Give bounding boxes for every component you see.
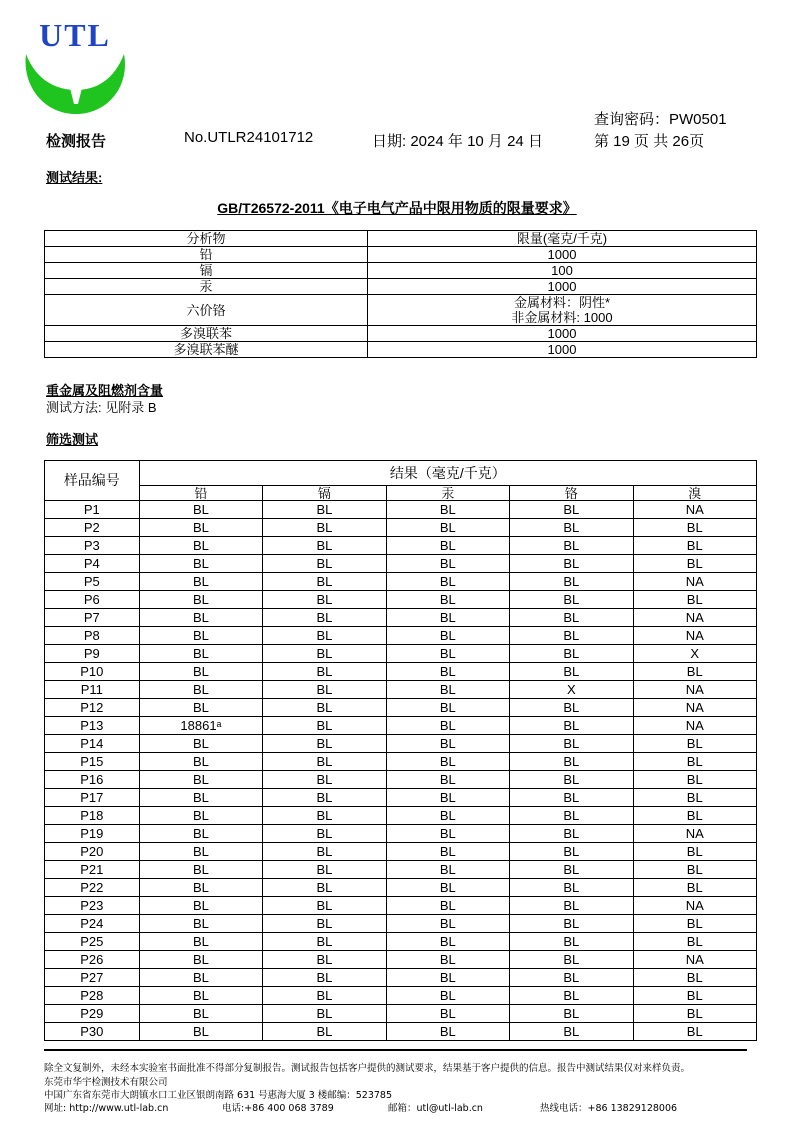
result-cell: BL <box>633 789 757 807</box>
result-cell: BL <box>386 501 509 519</box>
element-column-header: 铬 <box>510 486 633 501</box>
result-cell: BL <box>263 1023 386 1041</box>
result-cell: X <box>510 681 633 699</box>
table-row <box>45 771 757 789</box>
table-row <box>45 843 757 861</box>
page-indicator: 第 19 页 共 26页 <box>594 133 705 150</box>
result-cell: BL <box>263 879 386 897</box>
sample-id: P22 <box>45 879 140 897</box>
result-cell: BL <box>263 933 386 951</box>
standard-title: GB/T26572-2011《电子电气产品中限用物质的限量要求》 <box>217 200 577 216</box>
result-cell: BL <box>386 915 509 933</box>
element-column-header: 汞 <box>386 486 509 501</box>
table-row <box>45 933 757 951</box>
result-cell: BL <box>633 1023 757 1041</box>
sample-id: P6 <box>45 591 140 609</box>
result-cell: BL <box>139 915 263 933</box>
result-cell: BL <box>633 753 757 771</box>
result-cell: BL <box>263 519 386 537</box>
result-cell: BL <box>633 987 757 1005</box>
result-cell: BL <box>510 861 633 879</box>
limit-value: 1000 <box>368 279 757 295</box>
result-cell: BL <box>263 789 386 807</box>
result-cell: BL <box>510 663 633 681</box>
result-cell: BL <box>510 825 633 843</box>
table-row <box>45 1023 757 1041</box>
sample-id: P15 <box>45 753 140 771</box>
limit-value: 1000 <box>368 247 757 263</box>
result-cell: BL <box>139 681 263 699</box>
result-cell: BL <box>263 915 386 933</box>
table-row <box>45 1005 757 1023</box>
limit-value: 1000 <box>368 342 757 358</box>
result-cell: BL <box>263 717 386 735</box>
result-cell: BL <box>510 627 633 645</box>
result-cell: BL <box>633 591 757 609</box>
result-cell: BL <box>263 969 386 987</box>
result-cell: NA <box>633 699 757 717</box>
sample-id: P17 <box>45 789 140 807</box>
limits-table <box>44 230 757 358</box>
footer-website: 网址: http://www.utl-lab.cn <box>44 1103 169 1114</box>
result-cell: BL <box>386 825 509 843</box>
result-cell: BL <box>263 753 386 771</box>
result-cell: BL <box>386 519 509 537</box>
limit-value: 100 <box>368 263 757 279</box>
screening-table <box>44 460 757 1041</box>
result-cell: BL <box>386 951 509 969</box>
result-cell: BL <box>510 609 633 627</box>
result-cell: NA <box>633 825 757 843</box>
result-cell: BL <box>139 825 263 843</box>
sample-id: P9 <box>45 645 140 663</box>
result-cell: BL <box>139 987 263 1005</box>
sample-id: P23 <box>45 897 140 915</box>
sample-id: P28 <box>45 987 140 1005</box>
report-number: No.UTLR24101712 <box>184 129 314 146</box>
result-cell: BL <box>386 663 509 681</box>
result-cell: BL <box>633 537 757 555</box>
result-cell: BL <box>386 987 509 1005</box>
element-column-header: 铅 <box>139 486 263 501</box>
report-date: 日期: 2024 年 10 月 24 日 <box>372 133 543 150</box>
limit-row <box>45 326 757 342</box>
result-cell: BL <box>263 681 386 699</box>
result-cell: BL <box>510 753 633 771</box>
result-cell: BL <box>510 951 633 969</box>
sample-id: P27 <box>45 969 140 987</box>
result-cell: BL <box>633 969 757 987</box>
result-cell: BL <box>139 555 263 573</box>
result-cell: BL <box>510 807 633 825</box>
result-cell: NA <box>633 627 757 645</box>
sample-id: P24 <box>45 915 140 933</box>
table-row <box>45 591 757 609</box>
table-row <box>45 537 757 555</box>
result-cell: BL <box>263 663 386 681</box>
result-cell: BL <box>139 1005 263 1023</box>
result-cell: BL <box>386 573 509 591</box>
footer-address: 中国广东省东莞市大朗镇水口工业区银朗南路 631 号惠海大厦 3 楼邮编：523785 <box>44 1090 393 1101</box>
sample-id: P1 <box>45 501 140 519</box>
sample-id-header: 样品编号 <box>45 461 140 501</box>
table-row <box>45 645 757 663</box>
result-cell: BL <box>386 1023 509 1041</box>
result-cell: BL <box>633 663 757 681</box>
result-cell: BL <box>510 843 633 861</box>
result-cell: BL <box>263 555 386 573</box>
result-cell: BL <box>139 1023 263 1041</box>
result-cell: BL <box>386 771 509 789</box>
result-cell: BL <box>510 537 633 555</box>
result-cell: BL <box>510 573 633 591</box>
result-cell: BL <box>510 933 633 951</box>
table-row <box>45 519 757 537</box>
sample-id: P8 <box>45 627 140 645</box>
result-cell: BL <box>139 699 263 717</box>
result-cell: BL <box>139 789 263 807</box>
result-cell: BL <box>510 699 633 717</box>
result-cell: BL <box>139 753 263 771</box>
table-row <box>45 987 757 1005</box>
result-cell: NA <box>633 951 757 969</box>
result-cell: BL <box>510 1005 633 1023</box>
limit-row <box>45 342 757 358</box>
footer-disclaimer: 除全文复制外，未经本实验室书面批准不得部分复制报告。测试报告包括客户提供的测试要求，结果基于客户提供的信息。报告中测试结果仅对来样负责。 <box>44 1063 691 1074</box>
result-cell: BL <box>263 627 386 645</box>
result-cell: BL <box>510 915 633 933</box>
result-cell: BL <box>386 969 509 987</box>
result-cell: BL <box>263 699 386 717</box>
result-cell: BL <box>263 807 386 825</box>
result-cell: BL <box>263 1005 386 1023</box>
result-cell: BL <box>633 735 757 753</box>
table-row <box>45 501 757 519</box>
sample-id: P20 <box>45 843 140 861</box>
result-cell: X <box>633 645 757 663</box>
result-cell: BL <box>633 861 757 879</box>
sample-id: P21 <box>45 861 140 879</box>
result-cell: BL <box>386 843 509 861</box>
sample-id: P16 <box>45 771 140 789</box>
result-cell: BL <box>510 519 633 537</box>
screening-title: 筛选测试 <box>46 432 99 447</box>
result-cell: BL <box>510 897 633 915</box>
sample-id: P7 <box>45 609 140 627</box>
element-column-header: 溴 <box>633 486 757 501</box>
analyte-name: 汞 <box>45 279 368 295</box>
result-cell: BL <box>139 537 263 555</box>
sample-id: P13 <box>45 717 140 735</box>
result-cell: BL <box>139 969 263 987</box>
result-cell: BL <box>386 699 509 717</box>
result-cell: BL <box>510 555 633 573</box>
result-cell: BL <box>386 591 509 609</box>
result-cell: BL <box>386 681 509 699</box>
result-cell: BL <box>386 1005 509 1023</box>
result-cell: BL <box>633 807 757 825</box>
sample-id: P10 <box>45 663 140 681</box>
result-cell: BL <box>386 537 509 555</box>
result-cell: 18861ᵃ <box>139 717 263 735</box>
result-cell: BL <box>139 501 263 519</box>
result-cell: BL <box>386 753 509 771</box>
table-row <box>45 627 757 645</box>
result-cell: BL <box>386 555 509 573</box>
analyte-name: 铅 <box>45 247 368 263</box>
analyte-name: 多溴联苯醚 <box>45 342 368 358</box>
result-cell: BL <box>510 789 633 807</box>
limit-row <box>45 279 757 295</box>
result-cell: BL <box>263 771 386 789</box>
limit-line: 金属材料：阴性* <box>513 295 611 310</box>
result-cell: BL <box>633 1005 757 1023</box>
result-cell: NA <box>633 681 757 699</box>
utl-logo <box>14 8 136 120</box>
result-cell: BL <box>263 951 386 969</box>
result-cell: BL <box>633 933 757 951</box>
analyte-header: 分析物 <box>45 231 368 247</box>
result-cell: BL <box>386 645 509 663</box>
result-cell: BL <box>386 717 509 735</box>
result-cell: NA <box>633 717 757 735</box>
table-row <box>45 735 757 753</box>
table-row <box>45 663 757 681</box>
result-cell: BL <box>139 573 263 591</box>
result-cell: BL <box>510 591 633 609</box>
result-cell: BL <box>263 591 386 609</box>
analyte-name: 六价铬 <box>45 295 368 326</box>
result-cell: BL <box>139 609 263 627</box>
limit-line: 非金属材料: 1000 <box>511 310 613 325</box>
sample-id: P4 <box>45 555 140 573</box>
result-cell: BL <box>263 861 386 879</box>
result-cell: BL <box>139 735 263 753</box>
table-row <box>45 573 757 591</box>
result-cell: BL <box>633 843 757 861</box>
table-row <box>45 717 757 735</box>
table-row <box>45 969 757 987</box>
result-cell: BL <box>386 861 509 879</box>
result-cell: BL <box>139 879 263 897</box>
table-row <box>45 699 757 717</box>
table-row <box>45 915 757 933</box>
table-row <box>45 753 757 771</box>
sample-id: P25 <box>45 933 140 951</box>
result-cell: BL <box>633 771 757 789</box>
query-code: 查询密码：PW0501 <box>594 111 727 128</box>
result-cell: BL <box>386 627 509 645</box>
limit-row <box>45 247 757 263</box>
table-row <box>45 879 757 897</box>
result-cell: BL <box>139 933 263 951</box>
sample-id: P5 <box>45 573 140 591</box>
limit-value: 1000 <box>368 326 757 342</box>
test-method: 测试方法: 见附录 B <box>46 400 157 415</box>
footer-divider <box>44 1049 747 1051</box>
sample-id: P2 <box>45 519 140 537</box>
sample-id: P12 <box>45 699 140 717</box>
result-cell: NA <box>633 501 757 519</box>
result-cell: BL <box>263 897 386 915</box>
result-cell: BL <box>386 933 509 951</box>
result-cell: BL <box>139 843 263 861</box>
result-cell: BL <box>139 591 263 609</box>
table-row <box>45 825 757 843</box>
result-cell: BL <box>139 771 263 789</box>
analyte-name: 镉 <box>45 263 368 279</box>
report-title: 检测报告 <box>46 133 107 150</box>
limit-row <box>45 295 757 326</box>
result-cell: BL <box>633 555 757 573</box>
result-cell: BL <box>510 645 633 663</box>
result-cell: BL <box>386 897 509 915</box>
limit-value <box>368 295 757 326</box>
result-cell: BL <box>510 969 633 987</box>
sample-id: P30 <box>45 1023 140 1041</box>
result-cell: BL <box>386 879 509 897</box>
table-row <box>45 681 757 699</box>
result-cell: BL <box>139 627 263 645</box>
result-cell: BL <box>263 825 386 843</box>
result-cell: BL <box>510 501 633 519</box>
footer-hotline: 热线电话：+86 13829128006 <box>540 1103 678 1114</box>
result-cell: BL <box>263 645 386 663</box>
result-cell: BL <box>263 609 386 627</box>
footer-email: 邮箱：utl@utl-lab.cn <box>388 1103 483 1114</box>
result-cell: BL <box>510 987 633 1005</box>
result-cell: BL <box>386 789 509 807</box>
result-cell: NA <box>633 573 757 591</box>
sample-id: P29 <box>45 1005 140 1023</box>
result-cell: BL <box>263 537 386 555</box>
result-cell: BL <box>633 519 757 537</box>
result-cell: BL <box>263 501 386 519</box>
sample-id: P19 <box>45 825 140 843</box>
result-cell: BL <box>510 1023 633 1041</box>
table-row <box>45 789 757 807</box>
result-cell: NA <box>633 609 757 627</box>
table-row <box>45 897 757 915</box>
footer-phone: 电话:+86 400 068 3789 <box>222 1103 334 1114</box>
result-cell: BL <box>139 951 263 969</box>
table-row <box>45 951 757 969</box>
result-cell: BL <box>633 915 757 933</box>
table-row <box>45 861 757 879</box>
result-cell: BL <box>386 807 509 825</box>
result-cell: NA <box>633 897 757 915</box>
result-cell: BL <box>139 519 263 537</box>
footer-company: 东莞市华宇检测技术有限公司 <box>44 1077 168 1088</box>
result-cell: BL <box>139 861 263 879</box>
result-cell: BL <box>139 645 263 663</box>
sample-id: P26 <box>45 951 140 969</box>
result-cell: BL <box>633 879 757 897</box>
limit-header: 限量(毫克/千克) <box>368 231 757 247</box>
result-cell: BL <box>386 735 509 753</box>
sample-id: P3 <box>45 537 140 555</box>
result-cell: BL <box>510 879 633 897</box>
result-cell: BL <box>263 987 386 1005</box>
result-cell: BL <box>510 717 633 735</box>
table-row <box>45 807 757 825</box>
analyte-name: 多溴联苯 <box>45 326 368 342</box>
result-cell: BL <box>139 897 263 915</box>
result-cell: BL <box>510 735 633 753</box>
result-cell: BL <box>263 573 386 591</box>
limit-row <box>45 263 757 279</box>
sample-id: P14 <box>45 735 140 753</box>
result-cell: BL <box>139 663 263 681</box>
heavy-metals-title: 重金属及阻燃剂含量 <box>46 383 164 398</box>
table-row <box>45 555 757 573</box>
result-cell: BL <box>139 807 263 825</box>
result-cell: BL <box>386 609 509 627</box>
element-column-header: 镉 <box>263 486 386 501</box>
result-cell: BL <box>263 843 386 861</box>
table-row <box>45 609 757 627</box>
result-header: 结果（毫克/千克） <box>139 461 756 486</box>
section-title: 测试结果: <box>46 170 103 185</box>
result-cell: BL <box>510 771 633 789</box>
sample-id: P18 <box>45 807 140 825</box>
sample-id: P11 <box>45 681 140 699</box>
result-cell: BL <box>263 735 386 753</box>
logo-text: UTL <box>39 17 111 53</box>
